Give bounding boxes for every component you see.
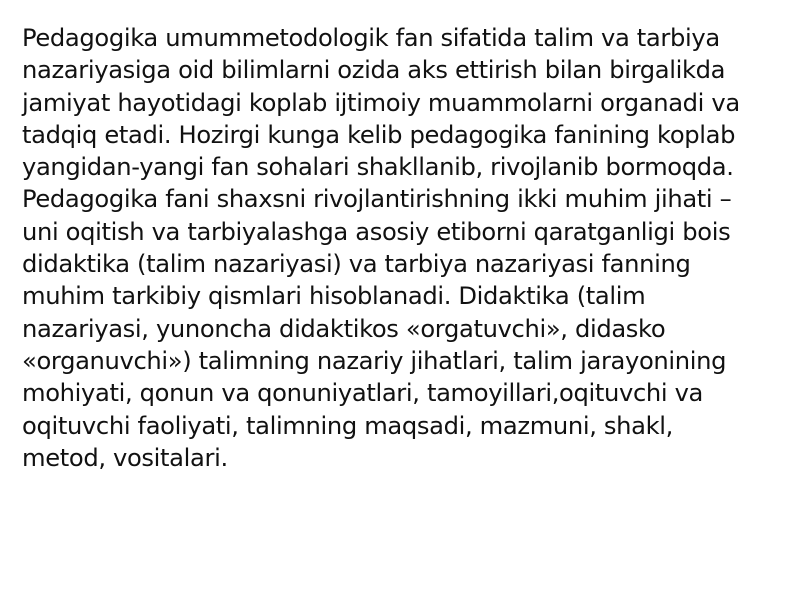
text-line: yangidan-yangi fan sohalari shakllanib, rivojlanib bormoqda. — [22, 153, 734, 182]
body-paragraph — [22, 22, 792, 474]
text-line: nazariyasiga oid bilimlarni ozida aks ettirish bilan birgalikda — [22, 56, 726, 85]
text-line: tadqiq etadi. Hozirgi kunga kelib pedagogika fanining koplab — [22, 120, 736, 149]
text-line: mohiyati, qonun va qonuniyatlari, tamoyillari,oqituvchi va — [22, 379, 704, 408]
text-line: nazariyasi, yunoncha didaktikos «orgatuvchi», didasko — [22, 314, 666, 343]
text-line: Pedagogika fani shaxsni rivojlantirishning ikki muhim jihati – — [22, 185, 732, 214]
text-line: oqituvchi faoliyati, talimning maqsadi, mazmuni, shakl, — [22, 411, 673, 440]
text-line: metod, vositalari. — [22, 443, 228, 472]
text-line: «organuvchi») talimning nazariy jihatlari, talim jarayonining — [22, 346, 727, 375]
text-line: Pedagogika umummetodologik fan sifatida talim va tarbiya — [22, 24, 720, 52]
text-line: didaktika (talim nazariyasi) va tarbiya nazariyasi fanning — [22, 250, 691, 279]
text-line: jamiyat hayotidagi koplab ijtimoiy muammolarni organadi va — [22, 88, 740, 117]
text-line: muhim tarkibiy qismlari hisoblanadi. Didaktika (talim — [22, 282, 646, 311]
text-line: uni oqitish va tarbiyalashga asosiy etiborni qaratganligi bois — [22, 217, 731, 246]
